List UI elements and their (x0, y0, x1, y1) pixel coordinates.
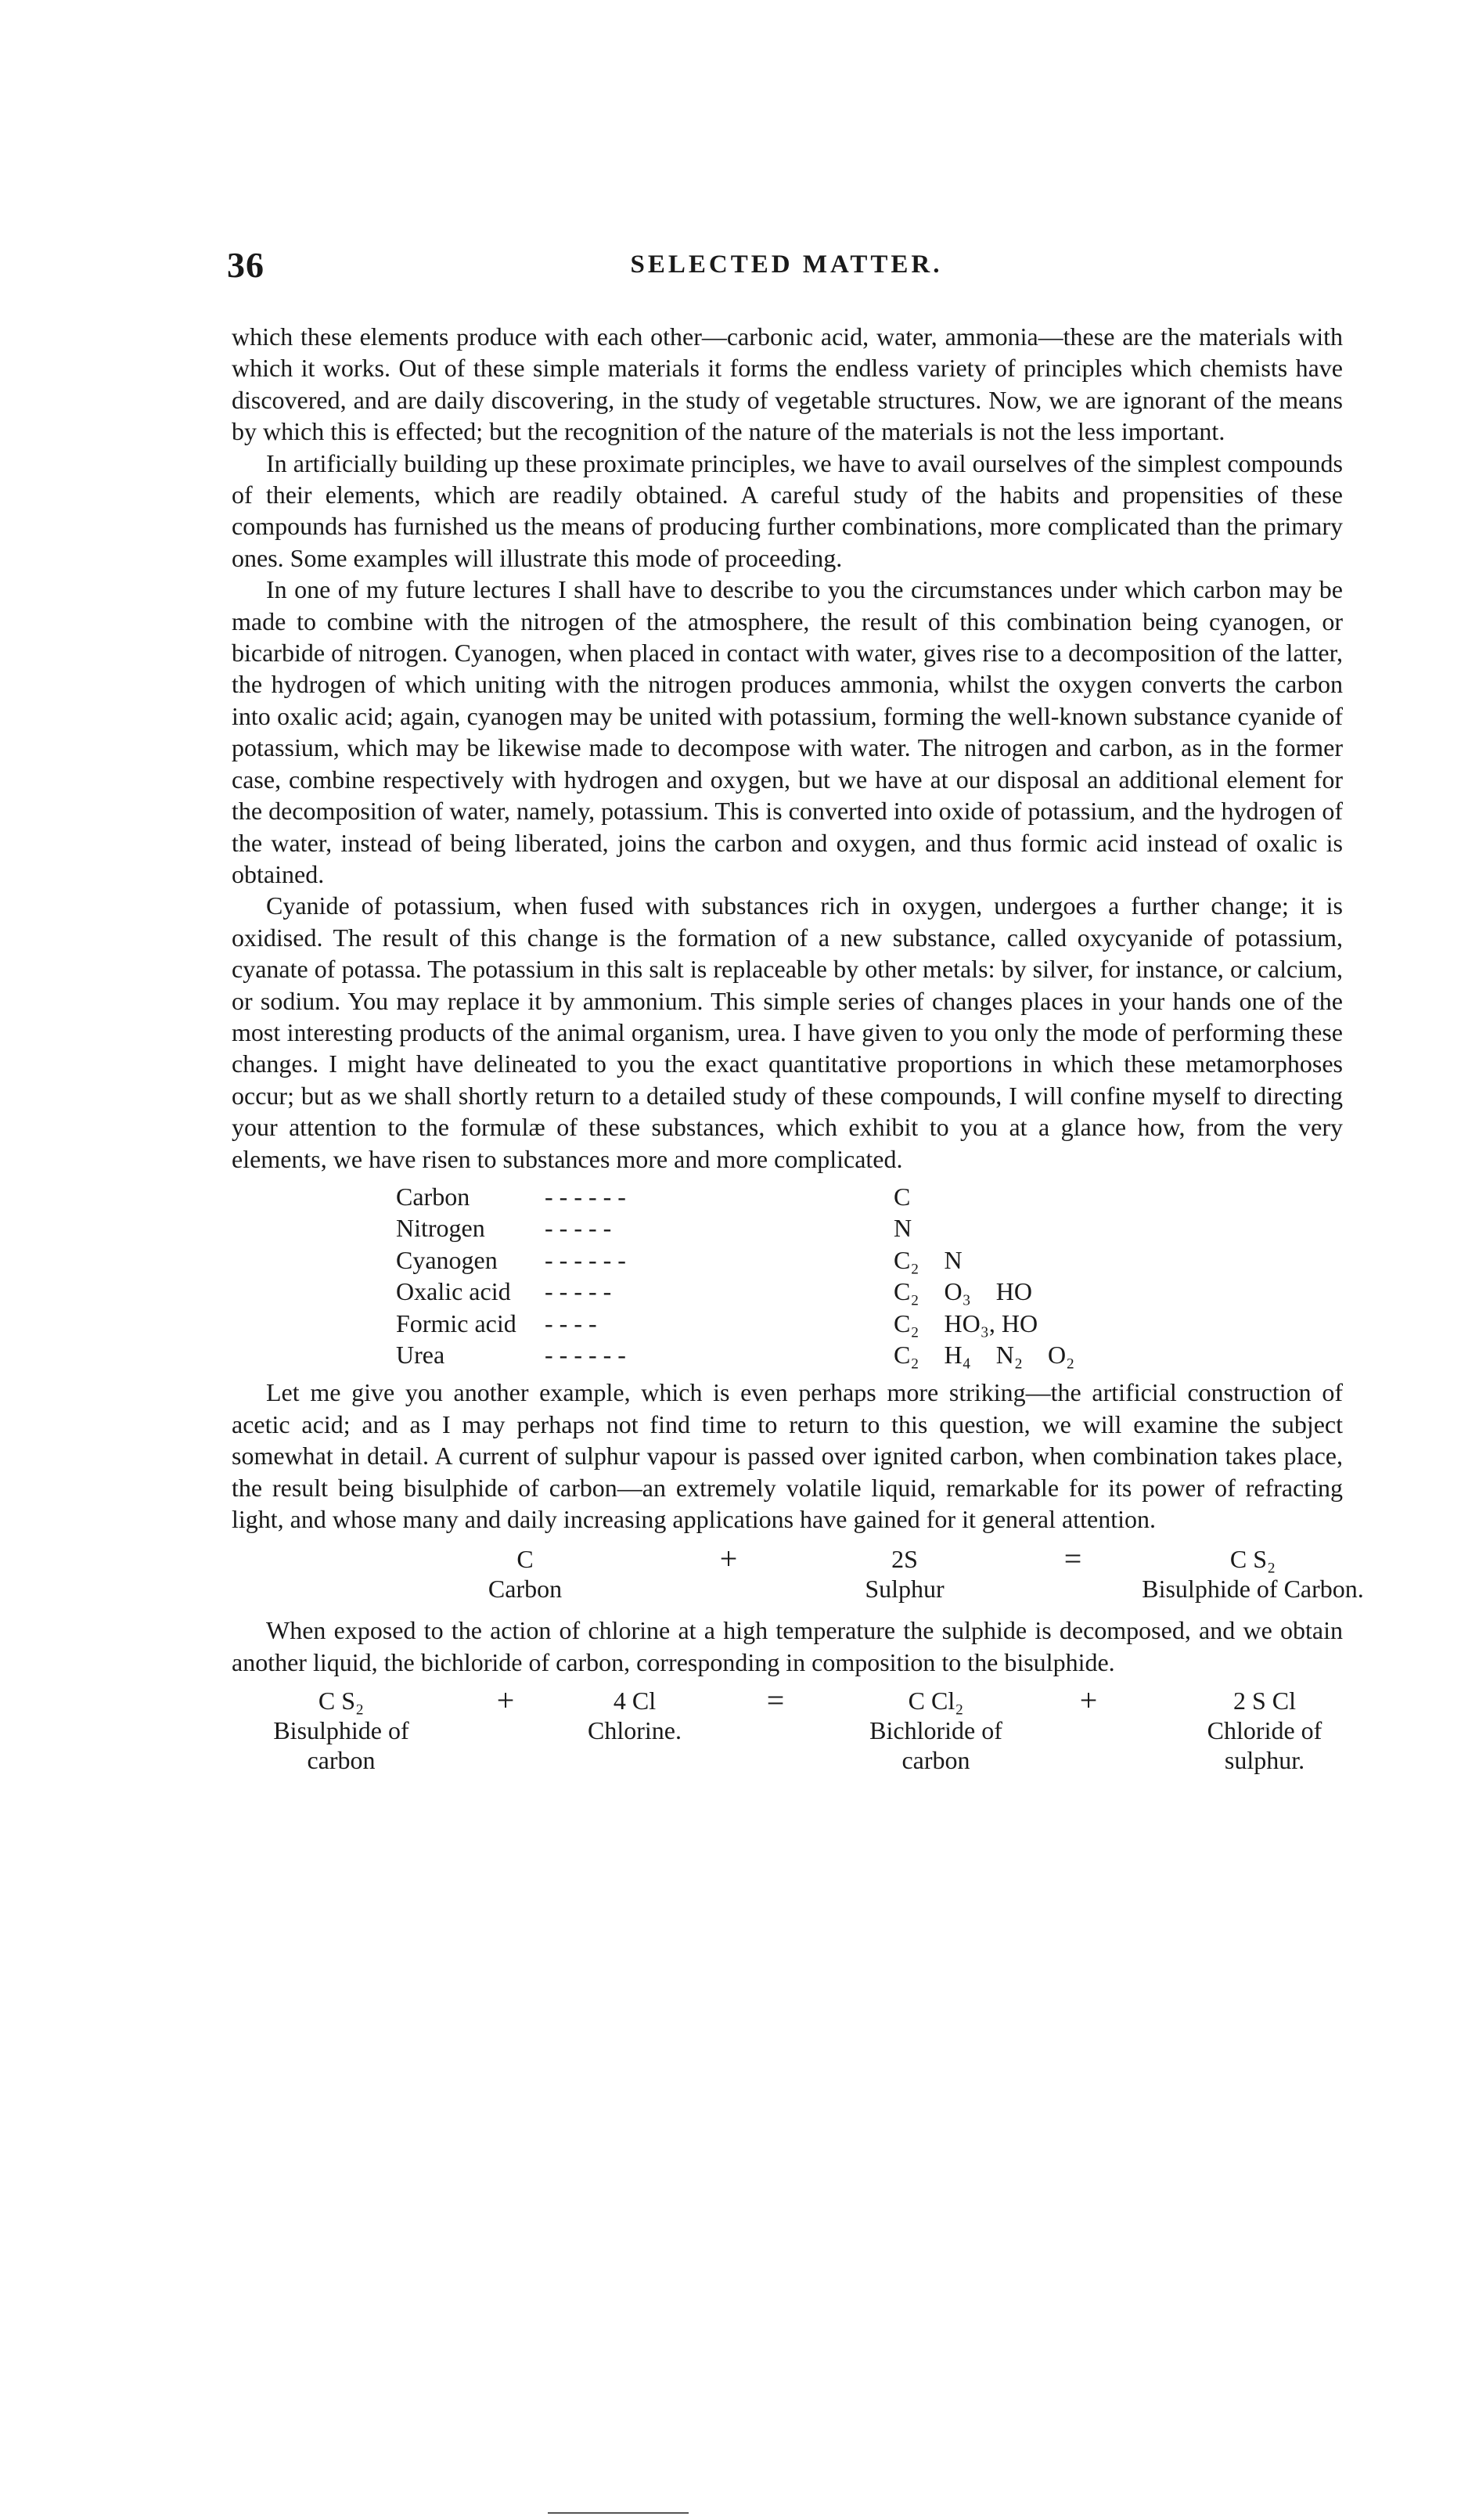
paragraph: In artificially building up these proximate principles, we have to avail ourselves of the simplest compounds of their elements, which are readily obtained. A careful study of the habits and propensities of these compounds has furnished us the means of producing further combinations, more complicated than the primary ones. Some examples will illustrate this mode of proceeding. (232, 448, 1343, 572)
leader-dashes: - - - - - (545, 1277, 612, 1306)
compound-formula: C₂ H₄ N₂ O₂ (894, 1341, 1075, 1369)
compound-formula: C (894, 1182, 911, 1211)
compound-name: Urea (396, 1341, 445, 1369)
equation-label: Carbon (488, 1575, 563, 1604)
leader-dashes: - - - - - - (545, 1182, 626, 1211)
plus-sign: + (496, 1683, 515, 1719)
formula-row (396, 1212, 1074, 1244)
plus-sign: + (1079, 1683, 1098, 1719)
equation-label: Chlorine. (588, 1716, 682, 1745)
paragraph: Let me give you another example, which is even perhaps more striking—the artificial construction of acetic acid; and as I may perhaps not find time to return to this question, we will examine the subject somewhat in detail. A current of sulphur vapour is passed over ignited carbon, when combination takes place, the result being bisulphide of carbon—an extremely volatile liquid, remarkable for its power of refracting light, and whose many and daily increasing applications have gained for it general attention. (232, 1378, 1343, 1534)
compound-name: Nitrogen (396, 1214, 485, 1243)
equation-label: Bichloride of (869, 1716, 1002, 1745)
plus-sign: + (719, 1541, 738, 1577)
compound-formula: C₂ N (894, 1245, 963, 1274)
compound-name: Formic acid (396, 1309, 516, 1337)
equation-label: Sulphur (865, 1575, 945, 1604)
equation-chlorination (239, 1683, 1343, 1775)
formula-row (396, 1276, 1074, 1307)
leader-dashes: - - - - (545, 1309, 597, 1337)
compound-name: Cyanogen (396, 1245, 498, 1274)
equation-label: sulphur. (1224, 1746, 1305, 1775)
leader-dashes: - - - - - (545, 1214, 612, 1243)
equation-term: C S₂ (1229, 1545, 1276, 1574)
body-text (232, 321, 1364, 1778)
compound-name: Carbon (396, 1182, 470, 1211)
compound-formula: C₂ O₃ HO (894, 1277, 1032, 1306)
formula-table (396, 1181, 1074, 1370)
equation-label: Bisulphide of (273, 1716, 409, 1745)
equation-term: C S₂ (318, 1687, 365, 1715)
formula-row (396, 1181, 1074, 1212)
page-number: 36 (227, 245, 264, 285)
equation-label: carbon (901, 1746, 970, 1775)
formula-row (396, 1244, 1074, 1276)
equals-sign: = (1063, 1541, 1082, 1577)
paragraph: When exposed to the action of chlorine at a high temperature the sulphide is decomposed, and we obtain another liquid, the bichloride of carbon, corresponding in composition to the bisulphide. (232, 1616, 1343, 1676)
equation-term: C Cl₂ (908, 1687, 964, 1715)
equation-term: 2 S Cl (1232, 1687, 1297, 1715)
leader-dashes: - - - - - - (545, 1341, 626, 1369)
footer-rule (548, 2512, 689, 2514)
equation-label: Bisulphide of Carbon. (1142, 1575, 1364, 1604)
equation-term: 2S (891, 1545, 918, 1574)
formula-row (396, 1308, 1074, 1339)
compound-formula: N (894, 1214, 912, 1243)
paragraph: which these elements produce with each other—carbonic acid, water, ammonia—these are the materials with which it works. Out of these simple materials it forms the endless variety of principles which chemists have discovered, and are daily discovering, in the study of vegetable structures. Now, we are ignorant of the means by which this is effected; but the recognition of the nature of the materials is not the less important. (232, 322, 1343, 446)
formula-row (396, 1339, 1074, 1370)
equals-sign: = (766, 1683, 785, 1719)
compound-name: Oxalic acid (396, 1277, 511, 1306)
equation-term: C (516, 1545, 534, 1574)
running-title: SELECTED MATTER. (630, 250, 943, 279)
equation-label: carbon (307, 1746, 376, 1775)
paragraph: Cyanide of potassium, when fused with substances rich in oxygen, undergoes a further change; it is oxidised. The result of this change is the formation of a new substance, called oxycyanide of potassium, cyanate of potassa. The potassium in this salt is replaceable by other metals: by silver, for instance, or calcium, or sodium. You may replace it by ammonium. This simple series of changes places in your hands one of the most interesting products of the animal organism, urea. I have given to you only the mode of performing these changes. I might have delineated to you the exact quantitative proportions in which these metamorphoses occur; but as we shall shortly return to a detailed study of these compounds, I will confine myself to directing your attention to the formulæ of these substances, which exhibit to you at a glance how, from the very elements, we have risen to substances more and more complicated. (232, 891, 1343, 1173)
leader-dashes: - - - - - - (545, 1245, 626, 1274)
compound-formula: C₂ HO₃, HO (894, 1309, 1038, 1337)
equation-carbon-sulphur (396, 1541, 1364, 1604)
running-head (227, 244, 1346, 291)
equation-term: 4 Cl (613, 1687, 657, 1715)
equation-label: Chloride of (1207, 1716, 1322, 1745)
paragraph: In one of my future lectures I shall have to describe to you the circumstances under which carbon may be made to combine with the nitrogen of the atmosphere, the result of this combination being cyanogen, or bicarbide of nitrogen. Cyanogen, when placed in contact with water, gives rise to a decomposition of the latter, the hydrogen of which uniting with the nitrogen produces ammonia, whilst the oxygen converts the carbon into oxalic acid; again, cyanogen may be united with potassium, forming the well-known substance cyanide of potassium, which may be likewise made to decompose with water. The nitrogen and carbon, as in the former case, combine respectively with hydrogen and oxygen, but we have at our disposal an additional element for the decomposition of water, namely, potassium. This is converted into oxide of potassium, and the hydrogen of the water, instead of being liberated, joins the carbon and oxygen, and thus formic acid instead of oxalic is obtained. (232, 575, 1343, 888)
